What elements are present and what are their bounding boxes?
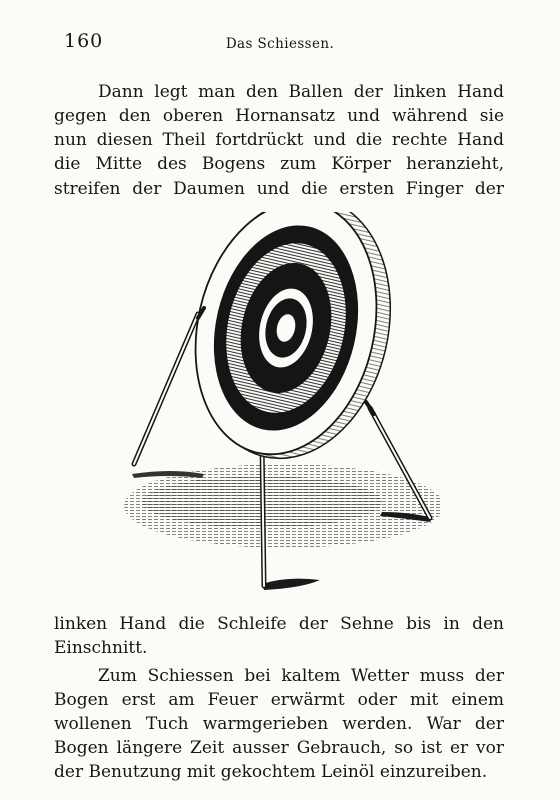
- target-face: [171, 212, 400, 473]
- text-line: linken Hand die Schleife der Sehne bis in den: [54, 614, 504, 634]
- ground-shadow: [124, 464, 440, 590]
- text-line: Bogen erst am Feuer erwärmt oder mit einem: [54, 690, 504, 710]
- text-line: Bogen längere Zeit ausser Gebrauch, so ist er vor: [54, 738, 504, 758]
- text-line: streifen der Daumen und die ersten Finger der: [54, 179, 504, 199]
- text-line: gegen den oberen Hornansatz und während sie: [54, 106, 504, 126]
- text-line: wollenen Tuch warmgerieben werden. War der: [54, 714, 504, 734]
- text-line: Dann legt man den Ballen der linken Hand: [98, 82, 504, 102]
- archery-target-illustration: [112, 212, 440, 604]
- text-line: nun diesen Theil fortdrückt und die rechte Hand: [54, 130, 504, 150]
- running-title: Das Schiessen.: [225, 36, 335, 52]
- text-line: der Benutzung mit gekochtem Leinöl einzureiben.: [54, 762, 488, 782]
- text-line: Zum Schiessen bei kaltem Wetter muss der: [98, 666, 504, 686]
- text-line: Einschnitt.: [54, 638, 148, 658]
- page-number: 160: [64, 30, 104, 52]
- text-line: die Mitte des Bogens zum Körper heranzieht,: [54, 154, 504, 174]
